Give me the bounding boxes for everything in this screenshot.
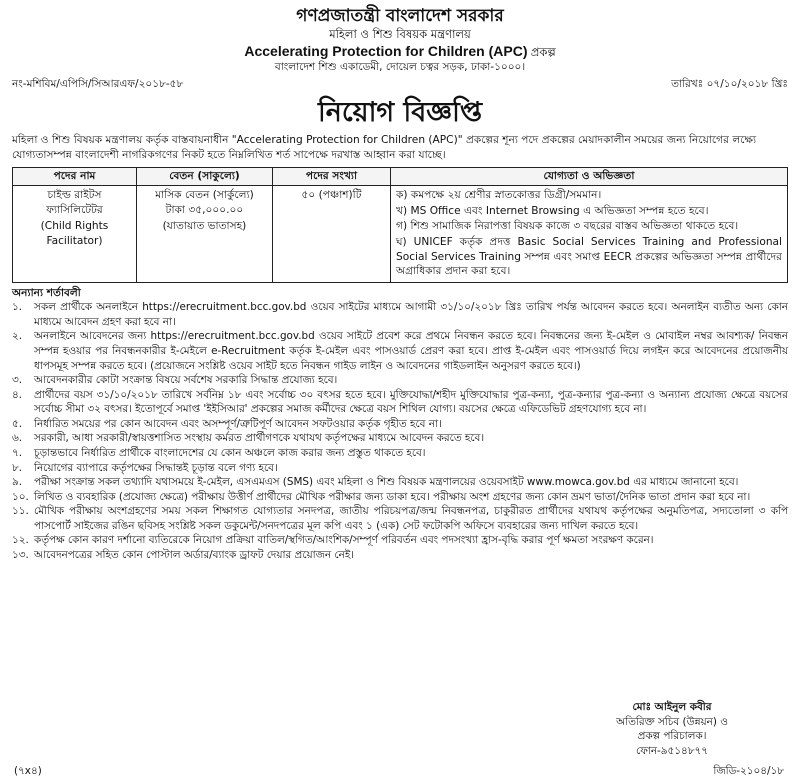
post-name-bn-line2: ফ্যাসিলিটেটর [46, 204, 103, 217]
list-item [12, 533, 788, 548]
condition-text: আবেদনপত্রের সহিত কোন পোস্টাল অর্ডার/ব্যাংক ড্রাফট দেয়ার প্রয়োজন নেই। [34, 548, 354, 561]
cell-qualification [391, 186, 788, 283]
list-item [12, 490, 788, 505]
list-item [12, 461, 788, 476]
condition-number: ৭. [12, 446, 23, 459]
condition-text: কর্তৃপক্ষ কোন কারণ দর্শানো ব্যতিরেকে নিয়োগ প্রক্রিয়া বাতিল/স্থগিত/আংশিক/সম্পূর্ণ পরিবর্তন এবং পদসংখ্যা হ্রাস-বৃদ্ধি করার পূর্ণ ক্ষমতা সংরক্ষণ করেন। [34, 534, 654, 547]
list-item [12, 504, 788, 533]
condition-number: ১০. [12, 490, 29, 503]
post-count: ৫০ (পঞ্চাশ)টি [301, 189, 362, 202]
condition-text: আবেদনকারীর কোটা সংক্রান্ত বিষয়ে সর্বশেষ সরকারি সিদ্ধান্ত প্রযোজ্য হবে। [34, 374, 338, 387]
list-item [12, 329, 788, 373]
condition-text: চূড়ান্তভাবে নির্ধারিত প্রার্থীকে বাংলাদেশের যে কোন অঞ্চলে কাজ করার জন্য প্রস্তুত থাকতে হবে। [34, 446, 426, 459]
condition-number: ১. [12, 301, 23, 314]
header-salary: বেতন (সাকুল্যে) [137, 168, 273, 186]
signatory-designation-2: প্রকল্প পরিচালক। [637, 730, 707, 743]
qualification-item: গ) শিশু সামাজিক নিরাপত্তা বিষয়ক কাজে ৩ বছরের বাস্তব অভিজ্ঞতা থাকতে হবে। [396, 220, 739, 233]
condition-number: ৬. [12, 432, 23, 445]
condition-text: লিখিত ও ব্যবহারিক (প্রযোজ্য ক্ষেত্রে) পরীক্ষায় উত্তীর্ণ প্রার্থীদের মৌখিক পরীক্ষার জন্য ডাকা হবে। পরীক্ষায় অংশ গ্রহণের জন্য কোন ভ্রমণ ভাতা/দৈনিক ভাতা প্রদান করা হবে না। [34, 490, 751, 503]
list-item [12, 417, 788, 432]
conditions-list [12, 300, 788, 562]
government-name: গণপ্রজাতন্ত্রী বাংলাদেশ সরকার [296, 6, 504, 26]
condition-number: ১১. [12, 505, 29, 518]
salary-line1: মাসিক বেতন (সার্কুল্যে) [155, 189, 254, 202]
condition-number: ২. [12, 330, 23, 343]
cell-salary [137, 186, 273, 283]
project-suffix: প্রকল্প [530, 45, 556, 60]
condition-number: ১২. [12, 534, 29, 547]
qualification-item: ঘ) UNICEF কর্তৃক প্রদত্ত Basic Social Services Training and Professional Social Services Training সম্পন্ন এবং সমাপ্ত EECR প্রকল্পের অভিজ্ঞতা সম্পন্ন প্রার্থীদের অগ্রাধিকার প্রদান করা হবে। [396, 235, 782, 278]
cell-post-count [273, 186, 391, 283]
post-name-bn-line1: চাইল্ড রাইটস [47, 189, 102, 202]
condition-text: মৌখিক পরীক্ষায় অংশগ্রহণের সময় সকল শিক্ষাগত যোগ্যতার সনদপত্র, জাতীয় পরিচয়পত্র/জন্ম নিবন্ধনপত্র, চাকুরীরত প্রার্থীদের যথাযথ কর্তৃপক্ষের অনুমতিপত্র, সদ্যতোলা ৩ কপি পাসপোর্ট সাইজের রঙিন ছবিসহ সংশ্লিষ্ট সকল ডকুমেন্ট/সনদপত্রের মূল কপি এবং ১ (এক) সেট ফটোকপি অফিসে ব্যবহারের জন্য দাখিল করতে হবে। [34, 505, 788, 532]
condition-text: পরীক্ষা সংক্রান্ত সকল তথ্যাদি যথাসময়ে ই-মেইল, এসএমএস (SMS) এবং মহিলা ও শিশু বিষয়ক মন্ত্রণালয়ের ওয়েবসাইট www.mowca.gov.bd এর মাধ্যমে জানানো হবে। [34, 476, 739, 489]
letterhead [12, 6, 788, 74]
reference-row [12, 77, 788, 91]
notice-date: তারিখঃ ০৭/১০/২০১৮ খ্রিঃ [671, 78, 788, 91]
office-address: বাংলাদেশ শিশু একাডেমী, দোয়েল চত্বর সড়ক, ঢাকা-১০০০। [274, 60, 526, 73]
list-item [12, 548, 788, 563]
condition-number: ৩. [12, 374, 23, 387]
condition-number: ৪. [12, 388, 23, 401]
condition-number: ১৩. [12, 548, 29, 561]
condition-number: ৫. [12, 417, 23, 430]
list-item [12, 446, 788, 461]
condition-text: অনলাইনে আবেদনের জন্য https://erecruitment.bcc.gov.bd ওয়েব সাইটে প্রবেশ করে প্রথমে নিবন্ধন করতে হবে। নিবন্ধনের জন্য ই-মেইল ও মোবাইল নম্বর আবশ্যক/ নিবন্ধন সম্পন্ন হওয়ার পর নিবন্ধনকারীর ই-মেইলে e-Recruitment কর্তৃক ই-মেইল এবং পাসওয়ার্ড প্রেরণ করা হবে। প্রাপ্ত ই-মেইল এবং পাসওয়ার্ড দিয়ে লগইন করে আবেদনের প্রয়োজনীয় ধাপসমূহ সম্পন্ন করতে হবে। (প্রয়োজনে সংশ্লিষ্ট ওয়েব সাইট হতে নিবন্ধন গাইড লাইন ও আবেদনের গাইডলাইন অনুসরণ করতে হবে।) [34, 330, 788, 372]
gd-code: জিডি-২১০৪/১৮ [713, 764, 784, 777]
condition-text: নির্ধারিত সময়ের পর কোন আবেদন এবং অসম্পূর্ণ/ত্রুটিপূর্ণ আবেদন সফটওয়ার কর্তৃক গৃহীত হবে না। [34, 417, 442, 430]
ministry-name: মহিলা ও শিশু বিষয়ক মন্ত্রণালয় [329, 27, 471, 42]
ad-size: (৭x৪) [14, 764, 42, 777]
table-row [13, 186, 788, 283]
condition-number: ৮. [12, 461, 23, 474]
memo-number: নং-মশিবিম/এপিসি/সিআরএফ/২০১৮-৫৮ [12, 78, 184, 91]
list-item [12, 300, 788, 329]
condition-text: সরকারী, আধা সরকারী/স্বায়ত্তশাসিত সংস্থায় কর্মরত প্রার্থীগণকে যথাযথ কর্তৃপক্ষের মাধ্যমে আবেদন করতে হবে। [34, 432, 485, 445]
condition-text: প্রার্থীদের বয়স ৩১/১০/২০১৮ তারিখে সর্বনিম্ন ১৮ এবং সর্বোচ্চ ৩০ বৎসর হতে হবে। মুক্তিযোদ্ধা/শহীদ মুক্তিযোদ্ধার পুত্র-কন্যা, পুত্র-কন্যার পুত্র-কন্যা ও অন্যান্য প্রযোজ্য ক্ষেত্রে বয়সের সর্বোচ্চ সীমা ৩২ বৎসর। ইতোপূর্বে সমাপ্ত 'ইইসিআর' প্রকল্পের সমাজ কর্মীদের ক্ষেত্রে বয়স শিথিল যোগ্য। বয়সের ক্ষেত্রে এফিডেভিট গ্রহণযোগ্য হবে না। [34, 388, 788, 416]
list-item [12, 373, 788, 388]
list-item [12, 431, 788, 446]
signatory-phone: ফোন-৯৫১৪৮৭৭ [636, 744, 708, 757]
condition-number: ৯. [12, 476, 23, 489]
salary-line3: (যাতায়াত ভাতাসহ) [162, 219, 247, 232]
project-name-en: Accelerating Protection for Children (APC) [244, 43, 528, 60]
header-post-name: পদের নাম [13, 168, 137, 186]
condition-text: সকল প্রার্থীকে অনলাইনে https://erecruitment.bcc.gov.bd ওয়েব সাইটের মাধ্যমে আগামী ৩১/১০/২০১৮ খ্রিঃ তারিখ পর্যন্ত আবেদন করতে হবে। অনলাইন ব্যতীত অন্য কোন মাধ্যমে আবেদন গ্রহণ করা হবে না। [34, 301, 788, 328]
salary-line2: টাকা ৩৫,০০০.০০ [165, 204, 244, 217]
list-item [12, 388, 788, 417]
project-name [12, 42, 788, 60]
post-name-en-line1: (Child Rights [40, 219, 109, 232]
signatory-designation-1: অতিরিক্ত সচিব (উন্নয়ন) ও [616, 715, 728, 728]
list-item [12, 475, 788, 490]
intro-paragraph: মহিলা ও শিশু বিষয়ক মন্ত্রণালয় কর্তৃক বাস্তবায়নাধীন "Accelerating Protection for Children (APC)" প্রকল্পের শূন্য পদে প্রকল্পের মেয়াদকালীন সময়ের জন্য নিয়োগের লক্ষ্যে যোগ্যতাসম্পন্ন বাংলাদেশী নাগরিকগণের নিকট হতে নিম্নলিখিত শর্ত সাপেক্ষে দরখাস্ত আহ্বান করা যাচ্ছে। [12, 134, 757, 162]
qualification-item: ক) কমপক্ষে ২য় শ্রেণীর স্নাতকোত্তর ডিগ্রী/সমমান। [396, 189, 602, 202]
header-post-count: পদের সংখ্যা [273, 168, 391, 186]
signatory-name: মোঃ আইনুল কবীর [632, 701, 712, 713]
signature-block [592, 700, 752, 758]
vacancy-table [12, 167, 788, 282]
condition-text: নিয়োগের ব্যাপারে কর্তৃপক্ষের সিদ্ধান্তই চূড়ান্ত বলে গণ্য হবে। [34, 461, 278, 474]
other-conditions-heading: অন্যান্য শর্তাবলী [12, 286, 81, 299]
qualification-item: খ) MS Office এবং Internet Browsing এ অভিজ্ঞতা সম্পন্ন হতে হবে। [396, 204, 709, 217]
table-header-row [13, 168, 788, 186]
cell-post-name [13, 186, 137, 283]
notice-title: নিয়োগ বিজ্ঞপ্তি [317, 96, 483, 128]
post-name-en-line2: Facilitator) [46, 235, 103, 248]
header-qualification: যোগ্যতা ও অভিজ্ঞতা [391, 168, 788, 186]
